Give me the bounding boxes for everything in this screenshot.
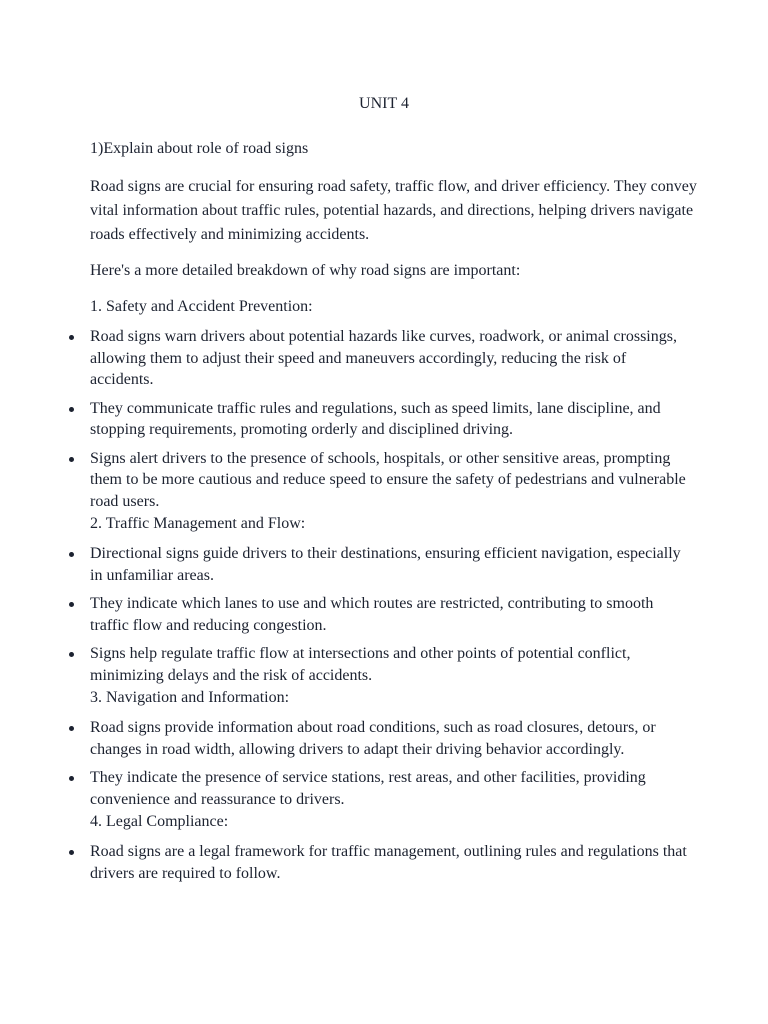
- bullet-icon: [69, 776, 74, 781]
- bullet-icon: [69, 457, 74, 462]
- bullet-icon: [69, 407, 74, 412]
- list-item: [0, 717, 768, 760]
- section-heading: 2. Traffic Management and Flow:: [90, 515, 306, 532]
- section-3: [0, 688, 768, 810]
- bullet-icon: [69, 726, 74, 731]
- section-1: [0, 297, 768, 512]
- intro-paragraph: Road signs are crucial for ensuring road safety, traffic flow, and driver efficiency. They convey vital information about traffic rules, potential hazards, and directions, helping drivers navigate roads effectively and minimizing accidents.: [90, 178, 697, 243]
- unit-title: UNIT 4: [359, 95, 409, 112]
- bullet-list: [0, 841, 768, 884]
- bullet-icon: [69, 652, 74, 657]
- list-item: [0, 643, 768, 686]
- bullet-list: [0, 326, 768, 512]
- bullet-list: [0, 543, 768, 686]
- breakdown-intro: Here's a more detailed breakdown of why road signs are important:: [90, 262, 521, 279]
- bullet-text: Road signs warn drivers about potential hazards like curves, roadwork, or animal crossings, allowing them to adjust their speed and maneuvers accordingly, reducing the risk of accidents.: [90, 328, 677, 388]
- section-4: [0, 812, 768, 884]
- bullet-icon: [69, 602, 74, 607]
- bullet-icon: [69, 335, 74, 340]
- list-item: [0, 398, 768, 441]
- section-heading: 4. Legal Compliance:: [90, 813, 229, 830]
- bullet-text: Directional signs guide drivers to their destinations, ensuring efficient navigation, especially in unfamiliar areas.: [90, 545, 681, 584]
- list-item: [0, 326, 768, 391]
- bullet-text: They communicate traffic rules and regulations, such as speed limits, lane discipline, and stopping requirements, promoting orderly and disciplined driving.: [90, 399, 661, 438]
- list-item: [0, 841, 768, 884]
- bullet-icon: [69, 552, 74, 557]
- bullet-list: [0, 717, 768, 810]
- sections-container: [0, 297, 768, 891]
- bullet-text: They indicate which lanes to use and which routes are restricted, contributing to smooth traffic flow and reducing congestion.: [90, 595, 654, 634]
- question-heading: 1)Explain about role of road signs: [90, 140, 309, 157]
- bullet-text: Signs help regulate traffic flow at intersections and other points of potential conflict, minimizing delays and the risk of accidents.: [90, 645, 631, 684]
- section-heading: 3. Navigation and Information:: [90, 689, 290, 706]
- bullet-icon: [69, 850, 74, 855]
- bullet-text: They indicate the presence of service stations, rest areas, and other facilities, providing convenience and reassurance to drivers.: [90, 769, 646, 808]
- list-item: [0, 767, 768, 810]
- list-item: [0, 593, 768, 636]
- bullet-text: Signs alert drivers to the presence of schools, hospitals, or other sensitive areas, prompting them to be more cautious and reduce speed to ensure the safety of pedestrians and vulnerable road users.: [90, 449, 686, 510]
- list-item: [0, 543, 768, 586]
- section-2: [0, 514, 768, 686]
- bullet-text: Road signs are a legal framework for traffic management, outlining rules and regulations that drivers are required to follow.: [90, 843, 687, 882]
- list-item: [0, 448, 768, 513]
- bullet-text: Road signs provide information about road conditions, such as road closures, detours, or changes in road width, allowing drivers to adapt their driving behavior accordingly.: [90, 719, 656, 758]
- section-heading: 1. Safety and Accident Prevention:: [90, 298, 313, 315]
